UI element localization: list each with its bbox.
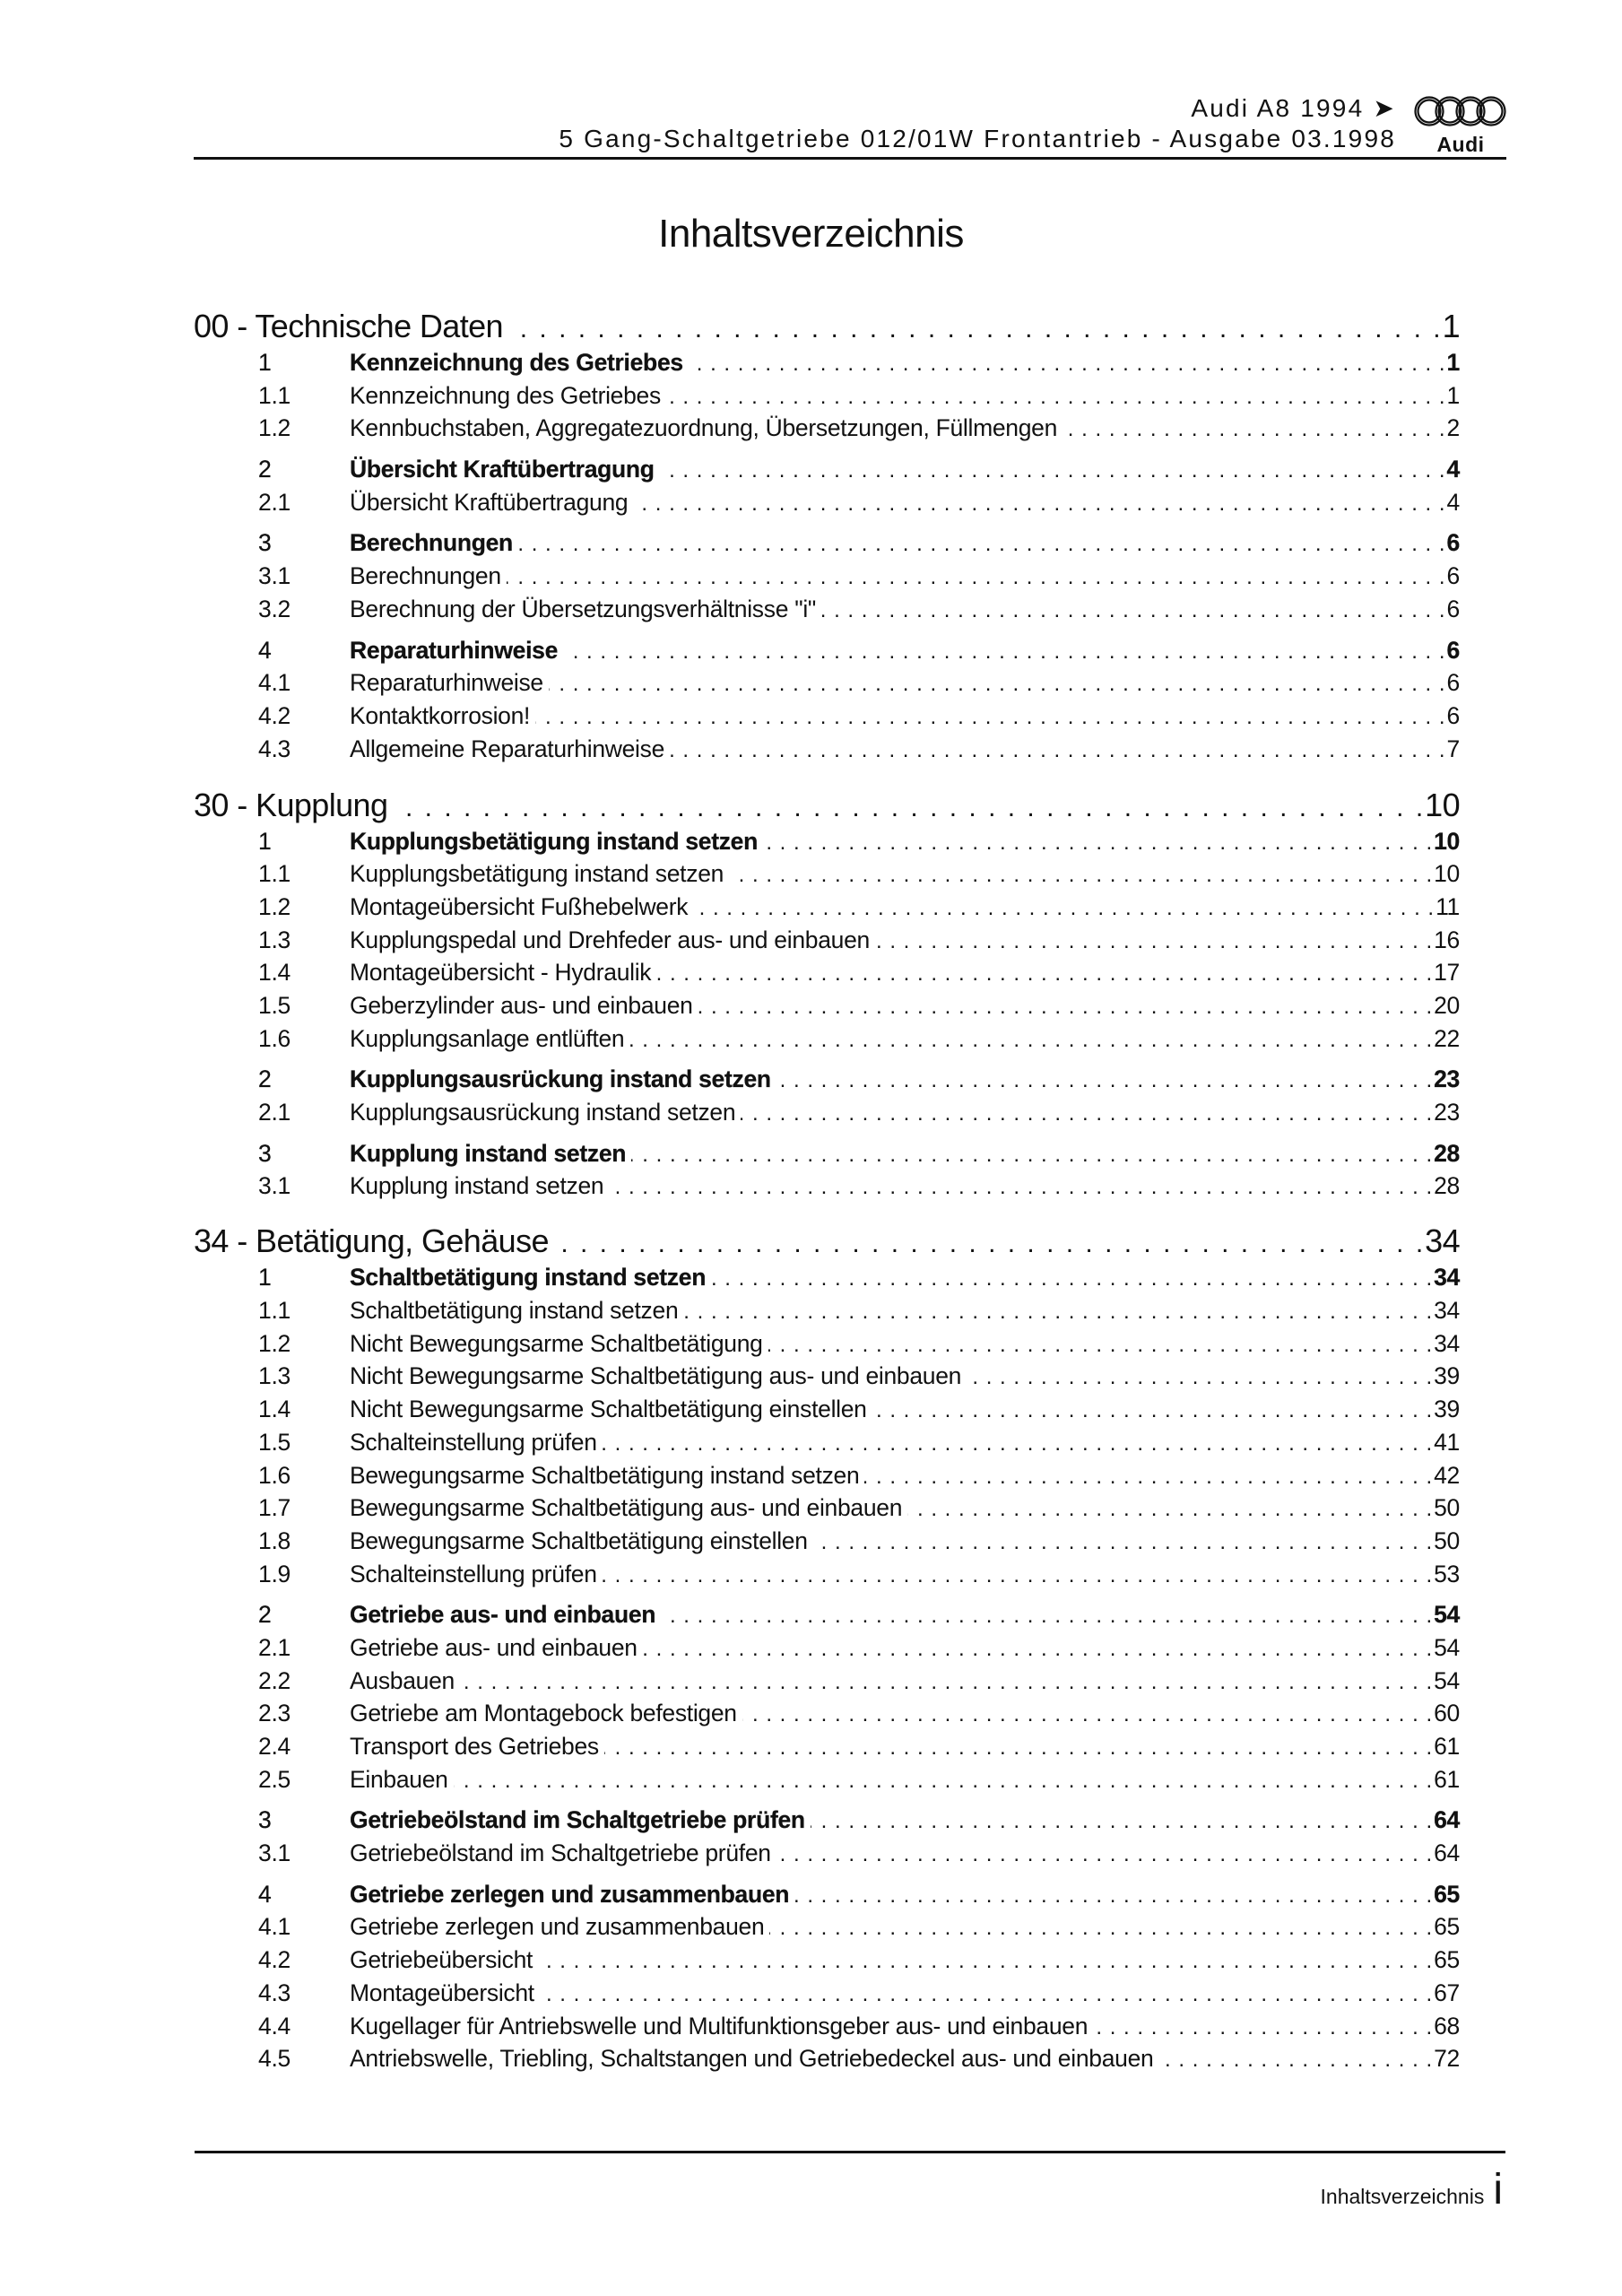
subsection-page-number: 68 (1434, 2012, 1460, 2039)
subsection-title: Kennzeichnung des Getriebes (350, 381, 661, 409)
dot-leader (875, 926, 1432, 959)
subsection-title: Bewegungsarme Schaltbetätigung instand setzen (350, 1461, 860, 1489)
section-title: Kupplung instand setzen (350, 1139, 627, 1167)
subsection-title: Berechnungen (350, 562, 501, 590)
chapter-page-number: 1 (1442, 308, 1460, 344)
subsection-page-number: 60 (1434, 1700, 1460, 1727)
page-title: Inhaltsverzeichnis (658, 212, 964, 256)
section-page-number: 28 (1434, 1139, 1460, 1167)
subsection-page-number: 50 (1434, 1494, 1460, 1522)
section-page-number: 6 (1446, 636, 1460, 664)
section-number: 2 (258, 1601, 272, 1629)
toc-section-group (194, 1137, 1460, 1203)
dot-leader (907, 1493, 1432, 1526)
subsection-number: 2.1 (258, 1099, 291, 1126)
subsection-page-number: 72 (1434, 2045, 1460, 2073)
subsection-number: 2.5 (258, 1765, 291, 1793)
subsection-number: 1.9 (258, 1560, 291, 1587)
subsection-title: Kugellager für Antriebswelle und Multifunktionsgeber aus- und einbauen (350, 2012, 1089, 2039)
section-number: 2 (258, 456, 272, 483)
subsection-page-number: 39 (1434, 1362, 1460, 1390)
dot-leader (683, 1296, 1432, 1329)
subsection-page-number: 6 (1446, 669, 1460, 697)
subsection-number: 1.6 (258, 1461, 291, 1489)
dot-leader (629, 1024, 1432, 1057)
dot-leader (742, 1699, 1432, 1732)
dot-leader (763, 827, 1432, 860)
section-title: Berechnungen (350, 529, 513, 557)
toc-subsection-entry[interactable] (194, 379, 1460, 413)
subsection-title: Reparaturhinweise (350, 669, 543, 697)
subsection-title: Bewegungsarme Schaltbetätigung einstellen (350, 1526, 808, 1554)
section-page-number: 1 (1446, 349, 1460, 376)
subsection-number: 1.4 (258, 1396, 291, 1423)
subsection-title: Transport des Getriebes (350, 1733, 599, 1761)
section-number: 2 (258, 1065, 272, 1093)
toc-subsection-entry[interactable] (194, 593, 1460, 626)
subsection-title: Schalteinstellung prüfen (350, 1560, 597, 1587)
header-divider (194, 157, 1506, 160)
subsection-page-number: 11 (1436, 892, 1460, 920)
toc-section-entry[interactable] (194, 825, 1460, 858)
section-number: 3 (258, 529, 272, 557)
toc-subsection-entry[interactable] (194, 1170, 1460, 1203)
dot-leader (811, 1805, 1432, 1839)
header-model-line: Audi A8 1994 ➤ (1191, 94, 1396, 122)
toc-subsection-entry[interactable] (194, 1525, 1460, 1558)
subsection-number: 1.4 (258, 959, 291, 987)
subsection-page-number: 54 (1434, 1666, 1460, 1694)
subsection-number: 2.3 (258, 1700, 291, 1727)
subsection-page-number: 7 (1446, 735, 1460, 762)
subsection-page-number: 61 (1434, 1733, 1460, 1761)
toc-subsection-entry[interactable] (194, 956, 1460, 989)
toc-chapter-entry[interactable] (194, 782, 1460, 829)
section-title: Reparaturhinweise (350, 636, 559, 664)
header-subtitle: 5 Gang-Schaltgetriebe 012/01W Frontantrieb - Ausgabe 03.1998 (559, 125, 1396, 152)
subsection-title: Kupplungsanlage entlüften (350, 1024, 625, 1052)
subsection-title: Schaltbetätigung instand setzen (350, 1297, 679, 1325)
subsection-page-number: 2 (1446, 414, 1460, 442)
toc-subsection-entry[interactable] (194, 1096, 1460, 1129)
dot-leader (698, 991, 1433, 1024)
section-number: 4 (258, 1880, 272, 1908)
dot-leader (711, 1263, 1432, 1296)
section-title: Getriebe aus- und einbauen (350, 1601, 656, 1629)
audi-four-rings-icon (1412, 95, 1509, 129)
subsection-number: 3.2 (258, 595, 291, 622)
toc-section-entry[interactable] (194, 1878, 1460, 1911)
toc-chapter-entry[interactable] (194, 1218, 1460, 1265)
toc-subsection-entry[interactable] (194, 1558, 1460, 1591)
subsection-number: 1.5 (258, 991, 291, 1019)
subsection-title: Kennbuchstaben, Aggregatezuordnung, Übersetzungen, Füllmengen (350, 414, 1058, 442)
toc-section-group (194, 1598, 1460, 1796)
subsection-number: 2.1 (258, 1633, 291, 1661)
subsection-title: Nicht Bewegungsarme Schaltbetätigung (350, 1329, 763, 1357)
subsection-title: Bewegungsarme Schaltbetätigung aus- und einbauen (350, 1494, 903, 1522)
dot-leader (460, 1666, 1432, 1700)
section-title: Übersicht Kraftübertragung (350, 456, 655, 483)
section-title: Kennzeichnung des Getriebes (350, 349, 683, 376)
toc-subsection-entry[interactable] (194, 1426, 1460, 1459)
dot-leader (603, 1428, 1432, 1461)
dot-leader (540, 1979, 1432, 2012)
dot-leader (518, 528, 1445, 561)
dot-leader (768, 1329, 1433, 1362)
dot-leader (631, 1139, 1432, 1172)
toc-subsection-entry[interactable] (194, 1665, 1460, 1698)
toc-subsection-entry[interactable] (194, 1631, 1460, 1665)
footer-label: Inhaltsverzeichnis (1320, 2185, 1485, 2208)
subsection-number: 1.5 (258, 1428, 291, 1456)
subsection-title: Nicht Bewegungsarme Schaltbetätigung einstellen (350, 1396, 867, 1423)
subsection-title: Kupplungspedal und Drehfeder aus- und einbauen (350, 926, 870, 953)
toc-subsection-entry[interactable] (194, 924, 1460, 957)
dot-leader (794, 1880, 1432, 1913)
subsection-page-number: 6 (1446, 701, 1460, 729)
dot-leader (666, 381, 1445, 414)
subsection-number: 1.2 (258, 1329, 291, 1357)
subsection-page-number: 61 (1434, 1765, 1460, 1793)
dot-leader (689, 348, 1445, 381)
subsection-number: 1.1 (258, 1297, 291, 1325)
toc-subsection-entry[interactable] (194, 486, 1460, 519)
toc-subsection-entry[interactable] (194, 1360, 1460, 1393)
toc-subsection-entry[interactable] (194, 1492, 1460, 1525)
subsection-page-number: 6 (1446, 562, 1460, 590)
subsection-title: Schalteinstellung prüfen (350, 1428, 597, 1456)
toc-section-entry[interactable] (194, 1804, 1460, 1837)
toc-subsection-entry[interactable] (194, 666, 1460, 700)
subsection-number: 1.3 (258, 1362, 291, 1390)
toc-subsection-entry[interactable] (194, 1393, 1460, 1426)
section-title: Schaltbetätigung instand setzen (350, 1264, 707, 1292)
subsection-title: Montageübersicht (350, 1979, 534, 2006)
toc-chapter-entry[interactable] (194, 303, 1460, 350)
section-number: 4 (258, 636, 272, 664)
subsection-title: Kupplungsausrückung instand setzen (350, 1099, 736, 1126)
subsection-number: 4.3 (258, 735, 291, 762)
toc-subsection-entry[interactable] (194, 1327, 1460, 1361)
dot-leader (603, 1560, 1432, 1593)
subsection-page-number: 54 (1434, 1633, 1460, 1661)
subsection-page-number: 53 (1434, 1560, 1460, 1587)
dot-leader (507, 561, 1445, 595)
toc-section-entry[interactable] (194, 1137, 1460, 1170)
dot-leader (741, 1098, 1432, 1131)
table-of-contents (194, 303, 1460, 2075)
subsection-title: Montageübersicht Fußhebelwerk (350, 892, 689, 920)
subsection-page-number: 50 (1434, 1526, 1460, 1554)
subsection-page-number: 65 (1434, 1946, 1460, 1974)
subsection-page-number: 20 (1434, 991, 1460, 1019)
subsection-title: Getriebe zerlegen und zusammenbauen (350, 1913, 765, 1941)
dot-leader (967, 1361, 1432, 1395)
subsection-number: 4.1 (258, 669, 291, 697)
subsection-number: 3.1 (258, 1839, 291, 1867)
subsection-title: Getriebeübersicht (350, 1946, 533, 1974)
toc-section-group (194, 825, 1460, 1056)
toc-subsection-entry[interactable] (194, 560, 1460, 593)
subsection-number: 1.1 (258, 381, 291, 409)
toc-section-entry[interactable] (194, 346, 1460, 379)
dot-leader (563, 636, 1445, 669)
section-page-number: 64 (1434, 1806, 1460, 1834)
subsection-page-number: 64 (1434, 1839, 1460, 1867)
dot-leader (604, 1732, 1432, 1765)
toc-subsection-entry[interactable] (194, 1022, 1460, 1056)
section-page-number: 6 (1446, 529, 1460, 557)
subsection-number: 1.8 (258, 1526, 291, 1554)
subsection-page-number: 22 (1434, 1024, 1460, 1052)
subsection-number: 1.2 (258, 414, 291, 442)
subsection-page-number: 16 (1434, 926, 1460, 953)
toc-section-entry[interactable] (194, 453, 1460, 486)
dot-leader (729, 859, 1432, 892)
toc-subsection-entry[interactable] (194, 2042, 1460, 2075)
toc-section-group (194, 1804, 1460, 1869)
subsection-number: 1.7 (258, 1494, 291, 1522)
dot-leader (1158, 2044, 1432, 2077)
dot-leader (643, 1633, 1432, 1666)
subsection-title: Übersicht Kraftübertragung (350, 488, 629, 516)
subsection-page-number: 42 (1434, 1461, 1460, 1489)
subsection-number: 4.4 (258, 2012, 291, 2039)
section-page-number: 23 (1434, 1065, 1460, 1093)
subsection-page-number: 6 (1446, 595, 1460, 622)
footer-page-number: i (1493, 2166, 1503, 2213)
section-page-number: 10 (1434, 827, 1460, 855)
dot-leader (1093, 2012, 1432, 2045)
subsection-page-number: 65 (1434, 1913, 1460, 1941)
footer (1320, 2166, 1503, 2213)
toc-subsection-entry[interactable] (194, 1763, 1460, 1796)
footer-divider (195, 2151, 1505, 2153)
subsection-page-number: 67 (1434, 1979, 1460, 2006)
subsection-number: 4.2 (258, 1946, 291, 1974)
subsection-number: 4.5 (258, 2045, 291, 2073)
subsection-page-number: 10 (1434, 860, 1460, 888)
subsection-number: 3.1 (258, 1172, 291, 1200)
dot-leader (693, 892, 1434, 926)
toc-section-entry[interactable] (194, 634, 1460, 667)
dot-leader (864, 1461, 1432, 1494)
subsection-title: Kupplungsbetätigung instand setzen (350, 860, 724, 888)
toc-section-entry[interactable] (194, 526, 1460, 560)
toc-subsection-entry[interactable] (194, 1730, 1460, 1763)
chapter-title: 34 - Betätigung, Gehäuse (194, 1222, 549, 1260)
dot-leader (538, 1945, 1432, 1979)
dot-leader (454, 1765, 1433, 1798)
section-number: 1 (258, 827, 272, 855)
subsection-page-number: 39 (1434, 1396, 1460, 1423)
dot-leader (776, 1065, 1432, 1098)
section-number: 3 (258, 1139, 272, 1167)
section-page-number: 34 (1434, 1264, 1460, 1292)
subsection-number: 2.1 (258, 488, 291, 516)
subsection-page-number: 4 (1446, 488, 1460, 516)
dot-leader (1063, 413, 1444, 447)
section-title: Kupplungsbetätigung instand setzen (350, 827, 759, 855)
section-number: 1 (258, 349, 272, 376)
subsection-page-number: 17 (1434, 959, 1460, 987)
toc-section-group (194, 526, 1460, 625)
dot-leader (821, 595, 1445, 628)
toc-subsection-entry[interactable] (194, 1294, 1460, 1327)
subsection-number: 2.2 (258, 1666, 291, 1694)
chapter-title: 30 - Kupplung (194, 786, 388, 823)
section-title: Getriebe zerlegen und zusammenbauen (350, 1880, 790, 1908)
toc-subsection-entry[interactable] (194, 1837, 1460, 1870)
subsection-page-number: 34 (1434, 1329, 1460, 1357)
dot-leader (776, 1839, 1432, 1872)
section-page-number: 4 (1446, 456, 1460, 483)
subsection-page-number: 23 (1434, 1099, 1460, 1126)
section-title: Kupplungsausrückung instand setzen (350, 1065, 771, 1093)
dot-leader (656, 958, 1432, 991)
dot-leader (609, 1171, 1432, 1205)
dot-leader (549, 668, 1445, 701)
dot-leader (670, 735, 1445, 768)
toc-section-group (194, 1878, 1460, 2075)
toc-subsection-entry[interactable] (194, 733, 1460, 766)
subsection-title: Einbauen (350, 1765, 448, 1793)
subsection-title: Geberzylinder aus- und einbauen (350, 991, 693, 1019)
subsection-page-number: 28 (1434, 1172, 1460, 1200)
subsection-title: Getriebe am Montagebock befestigen (350, 1700, 737, 1727)
section-title: Getriebeölstand im Schaltgetriebe prüfen (350, 1806, 805, 1834)
subsection-number: 1.6 (258, 1024, 291, 1052)
toc-section-entry[interactable] (194, 1261, 1460, 1294)
subsection-title: Getriebe aus- und einbauen (350, 1633, 638, 1661)
toc-subsection-entry[interactable] (194, 1910, 1460, 1944)
subsection-number: 4.1 (258, 1913, 291, 1941)
dot-leader (535, 701, 1444, 735)
subsection-page-number: 41 (1434, 1428, 1460, 1456)
dot-leader (872, 1395, 1432, 1428)
toc-section-group (194, 1261, 1460, 1590)
toc-subsection-entry[interactable] (194, 2010, 1460, 2043)
toc-subsection-entry[interactable] (194, 989, 1460, 1022)
audi-logo (1412, 95, 1509, 156)
chapter-title: 00 - Technische Daten (194, 308, 503, 344)
subsection-title: Berechnung der Übersetzungsverhältnisse "i" (350, 595, 817, 622)
section-number: 1 (258, 1264, 272, 1292)
section-page-number: 65 (1434, 1880, 1460, 1908)
subsection-page-number: 1 (1446, 381, 1460, 409)
subsection-page-number: 34 (1434, 1297, 1460, 1325)
subsection-title: Antriebswelle, Triebling, Schaltstangen und Getriebedeckel aus- und einbauen (350, 2045, 1154, 2073)
toc-section-group (194, 634, 1460, 766)
subsection-number: 1.3 (258, 926, 291, 953)
subsection-number: 2.4 (258, 1733, 291, 1761)
subsection-number: 4.2 (258, 701, 291, 729)
toc-section-entry[interactable] (194, 1598, 1460, 1631)
chapter-page-number: 34 (1425, 1222, 1460, 1260)
subsection-title: Montageübersicht - Hydraulik (350, 959, 652, 987)
toc-subsection-entry[interactable] (194, 1459, 1460, 1492)
subsection-title: Allgemeine Reparaturhinweise (350, 735, 665, 762)
dot-leader (660, 455, 1445, 488)
subsection-title: Kupplung instand setzen (350, 1172, 604, 1200)
subsection-number: 4.3 (258, 1979, 291, 2006)
dot-leader (769, 1912, 1432, 1945)
subsection-number: 1.2 (258, 892, 291, 920)
toc-subsection-entry[interactable] (194, 857, 1460, 891)
subsection-title: Nicht Bewegungsarme Schaltbetätigung aus- und einbauen (350, 1362, 962, 1390)
toc-subsection-entry[interactable] (194, 1977, 1460, 2010)
toc-subsection-entry[interactable] (194, 700, 1460, 733)
chapter-page-number: 10 (1425, 786, 1460, 823)
subsection-number: 1.1 (258, 860, 291, 888)
dot-leader (813, 1526, 1432, 1560)
dot-leader (661, 1600, 1432, 1633)
audi-wordmark: Audi (1436, 133, 1485, 156)
toc-section-group (194, 453, 1460, 518)
subsection-title: Getriebeölstand im Schaltgetriebe prüfen (350, 1839, 771, 1867)
toc-section-group (194, 346, 1460, 445)
toc-section-group (194, 1063, 1460, 1128)
dot-leader (633, 488, 1444, 521)
toc-subsection-entry[interactable] (194, 412, 1460, 445)
toc-section-entry[interactable] (194, 1063, 1460, 1096)
subsection-title: Kontaktkorrosion! (350, 701, 531, 729)
toc-subsection-entry[interactable] (194, 1697, 1460, 1730)
subsection-number: 3.1 (258, 562, 291, 590)
subsection-title: Ausbauen (350, 1666, 455, 1694)
toc-subsection-entry[interactable] (194, 1944, 1460, 1977)
section-number: 3 (258, 1806, 272, 1834)
toc-subsection-entry[interactable] (194, 891, 1460, 924)
section-page-number: 54 (1434, 1601, 1460, 1629)
